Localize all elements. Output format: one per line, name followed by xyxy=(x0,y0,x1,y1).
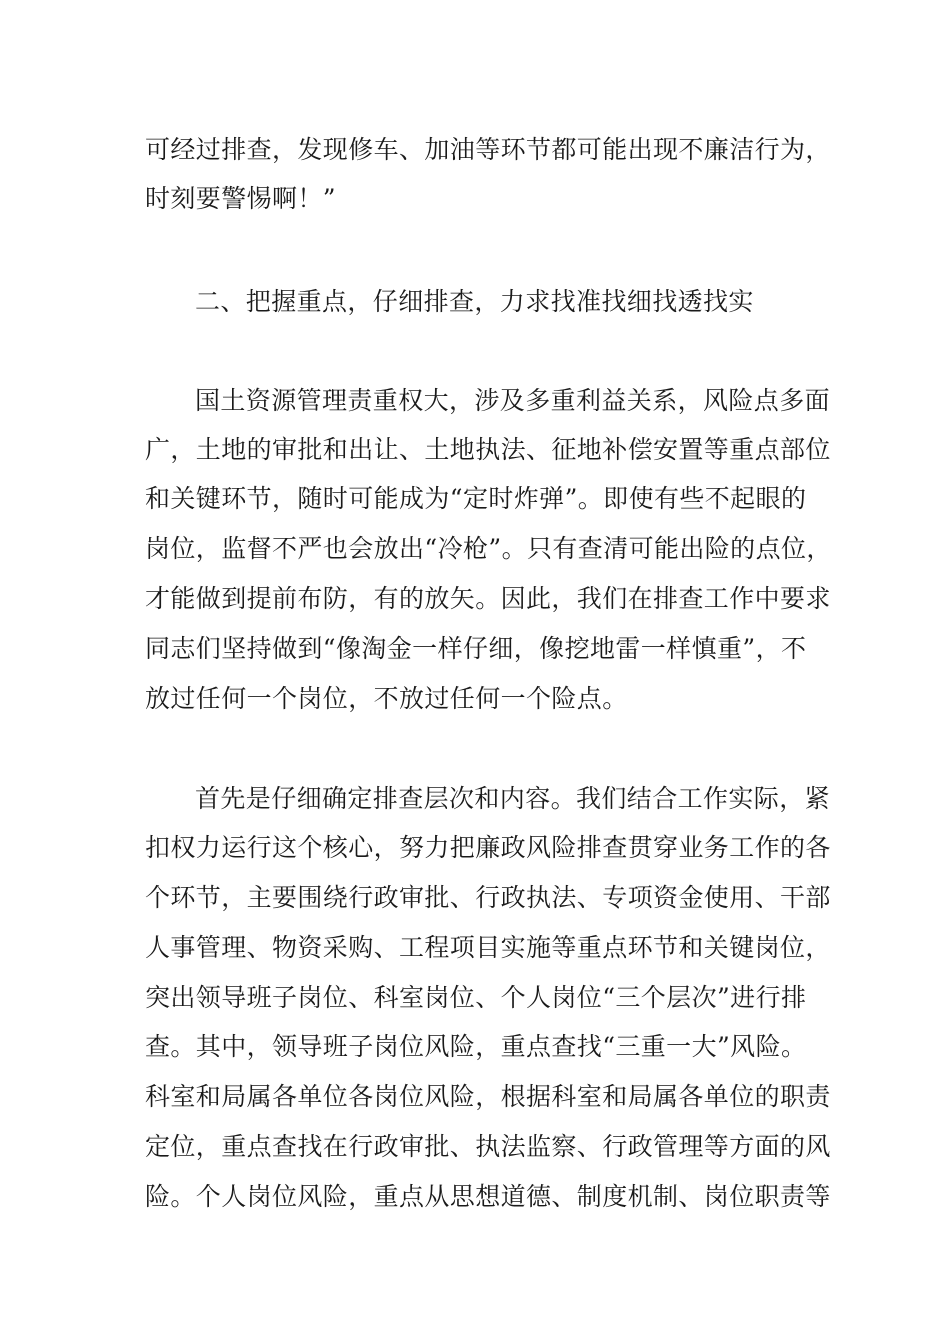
paragraph-line: 可经过排查，发现修车、加油等环节都可能出现不廉洁行为， xyxy=(145,135,831,164)
paragraph-line: 广，土地的审批和出让、土地执法、征地补偿安置等重点部位 xyxy=(145,435,831,464)
paragraph-line: 首先是仔细确定排查层次和内容。我们结合工作实际，紧 xyxy=(195,784,831,813)
paragraph-line: 查。其中，领导班子岗位风险，重点查找“三重一大”风险。 xyxy=(145,1032,807,1061)
paragraph-line: 扣权力运行这个核心，努力把廉政风险排查贯穿业务工作的各 xyxy=(145,833,831,862)
paragraph-line: 岗位，监督不严也会放出“冷枪”。只有查清可能出险的点位， xyxy=(145,534,832,563)
paragraph-line: 时刻要警惕啊！” xyxy=(145,184,336,213)
paragraph-line: 科室和局属各单位各岗位风险，根据科室和局属各单位的职责 xyxy=(145,1082,831,1111)
paragraph-line: 个环节，主要围绕行政审批、行政执法、专项资金使用、干部 xyxy=(145,883,831,912)
paragraph-line: 才能做到提前布防，有的放矢。因此，我们在排查工作中要求 xyxy=(145,584,831,613)
paragraph-line: 人事管理、物资采购、工程项目实施等重点环节和关键岗位， xyxy=(145,933,831,962)
paragraph-line: 放过任何一个岗位，不放过任何一个险点。 xyxy=(145,684,628,713)
section-heading: 二、把握重点，仔细排查，力求找准找细找透找实 xyxy=(195,287,754,316)
paragraph-line: 国土资源管理责重权大，涉及多重利益关系，风险点多面 xyxy=(195,386,831,415)
paragraph-line: 和关键环节，随时可能成为“定时炸弹”。即使有些不起眼的 xyxy=(145,484,807,513)
paragraph-line: 同志们坚持做到“像淘金一样仔细，像挖地雷一样慎重”，不 xyxy=(145,634,807,663)
paragraph-line: 险。个人岗位风险，重点从思想道德、制度机制、岗位职责等 xyxy=(145,1182,831,1211)
paragraph-line: 突出领导班子岗位、科室岗位、个人岗位“三个层次”进行排 xyxy=(145,983,807,1012)
paragraph-line: 定位，重点查找在行政审批、执法监察、行政管理等方面的风 xyxy=(145,1132,831,1161)
